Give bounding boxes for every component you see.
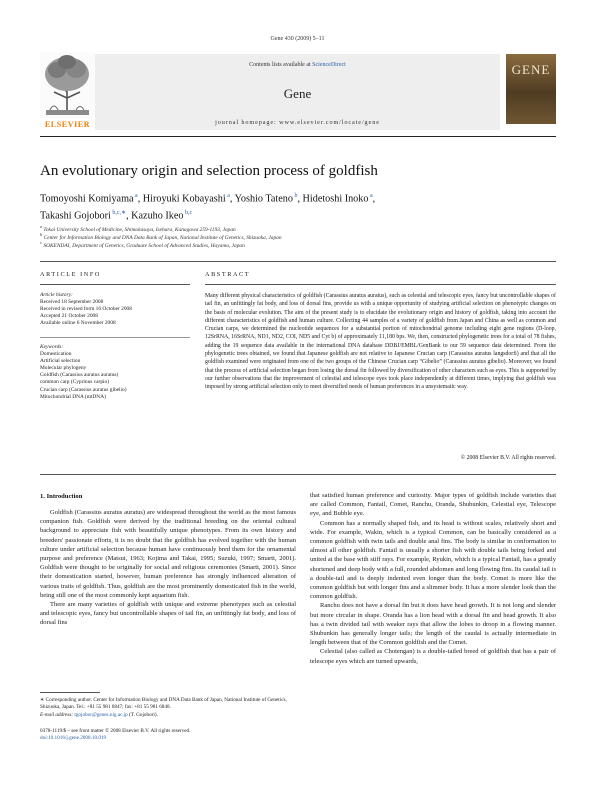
email-suffix: (T. Gojobori). [127,711,158,718]
abstract-rule [205,284,556,285]
abstract-text: Many different physical characteristics of goldfish (Carassius auratus auratus), such as celestial and telescopic eyes, fancy but uncontrollable shapes of tail fin, an unfittingly fat body, and loss of dorsal fins, provide us with a unique opportunity of studying artificial selection on phenotypic changes on the basis of molecular evolution. The aim of the present study is to elucidate the evolutionary origin and history of goldfish, taking into account the different characteristics of goldfish and human culture. Collecting 44 samples of a variety of goldfish from Japan and China as well as common and Crucian carps, we determined the nucleotide sequences for a substantial portion of mitochondrial genome including eight gene regions (D-loop, 12SrRNA, 16SrRNA, ND1, ND2, COI, ND5 and Cyt b) of approximately 11,180 bps. We, then, constructed phylogenetic trees for a total of 78 fishes, adding the 19 sequence data available in the international DNA database DDBJ/EMBL/GenBank to our 59 sequence data determined. From the phylogenetic trees obtained, we found that Japanese goldfish are not relative to Japanese Crucian carp (Carassius auratus langsdorfi) and that all the goldfish examined were originated from one of the two groups of the Chinese Crucian carp “Gibelio” (Carassius auratus gibelio). Moreover, we found that the process of artificial selection began from losing the dorsal fin followed by diversification of other characters such as eyes. This is supported by our further observations that the improvement of celestial and telescope eyes took place independently at different times, implying that goldfish was imposed by strong artificial selection only to meet diversified needs of human preferences in a unsystematic way. [205,293,556,391]
keyword-item: Domestication [40,351,72,358]
author-name: Tomoyoshi Komiyama [40,193,134,205]
body-paragraph: that satisfied human preference and curiosity. Major types of goldfish include varieties that are called Common, Fantail, Comet, Ranchu, Oranda, Shubunkin, Celestial eye, Telescope eye, and Bubble eye. [310,492,556,518]
body-rule [40,474,556,475]
contents-line [95,62,500,68]
article-info-rule [40,284,190,285]
author-affiliation-marker[interactable]: a [368,193,373,199]
keywords-label: Keywords: [40,344,64,350]
author-name: Kazuho Ikeo [131,210,184,222]
keyword-item: Mitochondrial DNA (mtDNA) [40,393,106,400]
affiliation-c [40,240,556,249]
body-paragraph: Common has a normally shaped fish, and its head is without scales, relatively short and wide. For example, Wakin, which is a typical Common, can be basically considered as a common goldfish with twin tails and double anal fins. The body is similar in conformation to almost all other goldfish. Fantail is usually a shorter fish with double tails being forked and united at the base with stiff rays. For example, Ryukin, which is a typical Fantail, has a greatly shortened and deep body with a full, rounded abdomen and long flowing fins. Its caudal tail is a double-tail and is deeply indented even longer than the body. Comet is more like the common goldfish but with longer fins and a slimmer body. It has a more slender look than the common goldfish. [310,519,556,601]
affiliation-marker: c [40,240,42,245]
author-affiliation-marker[interactable]: b,c [183,210,193,217]
affiliation-text: SOKENDAI, Department of Genetics, Graduate School of Advanced Studies, Hayama, Japan [43,242,245,249]
elsevier-wordmark: ELSEVIER [44,120,91,129]
author-affiliation-marker[interactable]: b,c,∗ [110,210,127,217]
article-title: An evolutionary origin and selection process of goldfish [40,163,378,179]
keyword-item: Molecular phylogeny [40,365,87,372]
affiliation-text: Center for Information Biology and DNA Data Bank of Japan, National Institute of Genetics, Shizuoka, Japan [43,234,282,241]
author-line-1: Tomoyoshi Komiyama $^a$, Hiroyuki Kobayashi $^a$, Yoshio Tateno $^b$, Hidetoshi Inoko $^a$, [40,193,376,205]
email-label: E-mail address: [40,711,74,718]
author-affiliation-marker[interactable]: a [133,193,138,199]
author-name: Yoshio Tateno [234,193,293,205]
author-affiliation-marker[interactable]: b [292,193,298,199]
sciencedirect-link[interactable]: ScienceDirect [312,62,346,68]
author-line-2: Takashi Gojobori $^{b,c,∗}$, Kazuho Ikeo $^{b,c}$ [40,210,193,222]
journal-homepage[interactable]: journal homepage: www.elsevier.com/locate/gene [215,119,380,126]
author-list [40,189,460,224]
abstract-label: ABSTRACT [205,271,251,278]
issn-line: 0378-1119/$ – see front matter © 2008 Elsevier B.V. All rights reserved. [40,728,191,734]
history-label: Article history: [40,292,73,298]
footnote-rule [40,692,100,693]
author-name: Hiroyuki Kobayashi [142,193,226,205]
section-heading-introduction: 1. Introduction [40,493,83,500]
journal-name: Gene [283,86,312,101]
body-paragraph: Ranchu does not have a dorsal fin but it does have head growth. It is not long and slender but more circular in shape. Oranda has a lion head with a dorsal fin and head growth. It also has a twin divided tail with weaker rays that allow the lobes to droop in a flowing manner. Shubunkin has generally longer tails; the length of the caudal is actually intermediate in length between that of the Common goldfish and the Comet. [310,602,556,647]
body-paragraph: Celestial (also called as Chotengan) is a double-tailed breed of goldfish that has a pair of telescope eyes which are turned upwards, [310,648,556,665]
footnote-text: ∗ Corresponding author. Center for Information Biology and DNA Data Bank of Japan, National Institute of Genetics, Shizuoka, Japan. Tel.: +81 55 981 6847; fax: +81 55 981 6848. [40,697,287,711]
email-link[interactable]: tgojobor@genes.nig.ac.jp [74,711,128,718]
body-paragraph: There are many varieties of goldfish with unique and extreme phenotypes such as celestial and telescopic eyes, fancy but uncontrollable shapes of tail fin, an unfittingly fat body, and loss of dorsal fins [40,601,296,627]
keywords-rule [40,337,190,338]
history-item: Received 18 September 2008 [40,299,104,306]
affiliation-text: Tokai University School of Medicine, Shimokasuya, Isehara, Kanagawa 259-1193, Japan [43,226,236,233]
keyword-item: Artificial selection [40,358,81,365]
article-history [40,292,190,327]
author-affiliation-marker[interactable]: a [225,193,230,199]
article-info-label: ARTICLE INFO [40,271,101,278]
journal-cover-title: GENE [511,62,551,77]
affiliation-marker: a [40,224,42,229]
history-item: Accepted 21 October 2008 [40,313,98,320]
keyword-item: common carp (Cyprinus carpio) [40,379,110,386]
bottom-metadata [40,728,296,743]
corresponding-author-footnote [40,697,296,719]
front-matter-rule [40,261,556,262]
journal-reference: Gene 430 (2009) 5–11 [270,36,325,42]
footnote-email-line [40,712,296,719]
keyword-item: Goldfish (Carassius auratus auratus) [40,372,119,379]
body-column-left [40,508,296,628]
author-name: Hidetoshi Inoko [302,193,369,205]
history-item: Available online 6 November 2008 [40,320,116,327]
author-name: Takashi Gojobori [40,210,111,222]
body-column-right [310,491,556,666]
keyword-item: Crucian carp (Carassius auratus gibelio) [40,386,127,393]
abstract-copyright: © 2008 Elsevier B.V. All rights reserved. [460,455,556,461]
keywords [40,344,190,401]
header-rule [40,136,556,137]
body-paragraph: Goldfish (Carassius auratus auratus) are widespread throughout the world as the most famous companion fish. Goldfish were derived by the traditional breeding on the oriental cultural background to appreciate fish with beautifully unique phenotypes. From its own history and breeders' passionate efforts, it is no doubt that the goldfish has evolved together with the human culture under artificial selection because human have continuously bred them for the ornamental purpose and preference (Matsui, 1963; Kojima and Takai, 1995; Suzuki, 1997; Smartt, 2001). Goldfish were thought to be originally for social and religious ceremonies (Smartt, 2001). Since their domestication started, however, human preference has strongly influenced alteration of various traits of goldfish. Thus, goldfish are the most prominently domesticated fish in the world, being still one of the most commonly kept aquarium fish. [40,509,296,599]
contents-prefix: Contents lists available at [249,62,313,68]
affiliation-marker: b [40,232,43,237]
doi-link[interactable]: doi:10.1016/j.gene.2008.10.019 [40,735,107,742]
history-item: Received in revised form 16 October 2008 [40,306,132,313]
